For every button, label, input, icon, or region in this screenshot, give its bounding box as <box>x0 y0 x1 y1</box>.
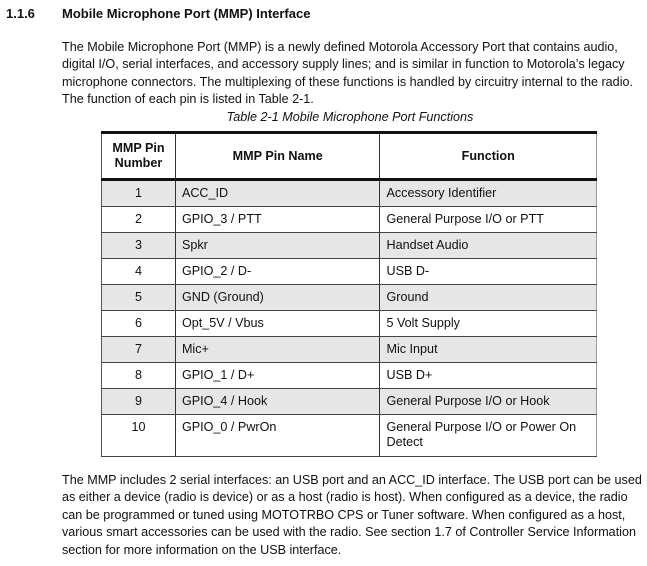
pin-name: ACC_ID <box>175 180 380 207</box>
pin-function: General Purpose I/O or Hook <box>380 389 597 415</box>
pin-number: 2 <box>102 207 176 233</box>
pin-functions-table <box>101 131 597 457</box>
table-row <box>102 389 597 415</box>
table-row <box>102 180 597 207</box>
pin-function: USB D+ <box>380 363 597 389</box>
pin-number: 1 <box>102 180 176 207</box>
pin-number: 4 <box>102 259 176 285</box>
pin-number: 5 <box>102 285 176 311</box>
table-row <box>102 337 597 363</box>
pin-function: Mic Input <box>380 337 597 363</box>
pin-name: GPIO_4 / Hook <box>175 389 380 415</box>
table-row <box>102 259 597 285</box>
pin-number: 6 <box>102 311 176 337</box>
pin-function: General Purpose I/O or Power On Detect <box>380 415 597 457</box>
pin-name: GPIO_0 / PwrOn <box>175 415 380 457</box>
pin-number: 9 <box>102 389 176 415</box>
header-pin-name: MMP Pin Name <box>175 133 380 180</box>
pin-name: Opt_5V / Vbus <box>175 311 380 337</box>
table-row <box>102 363 597 389</box>
pin-name: GPIO_1 / D+ <box>175 363 380 389</box>
pin-function: Handset Audio <box>380 233 597 259</box>
pin-function: Ground <box>380 285 597 311</box>
pin-name: GND (Ground) <box>175 285 380 311</box>
pin-name: Spkr <box>175 233 380 259</box>
pin-name: Mic+ <box>175 337 380 363</box>
pin-function: USB D- <box>380 259 597 285</box>
table-row <box>102 233 597 259</box>
pin-number: 3 <box>102 233 176 259</box>
closing-paragraph: The MMP includes 2 serial interfaces: an USB port and an ACC_ID interface. The USB port can be used as either a device (radio is device) or as a host (radio is host). When configured as a device, the radio can be programmed or tuned using MOTOTRBO CPS or Tuner software. When configured as a host, various smart accessories can be used with the radio. See section 1.7 of Controller Service Information section for more information on the USB interface. <box>62 473 642 557</box>
pin-number: 7 <box>102 337 176 363</box>
pin-function: Accessory Identifier <box>380 180 597 207</box>
header-function: Function <box>380 133 597 180</box>
pin-function: General Purpose I/O or PTT <box>380 207 597 233</box>
table-row <box>102 311 597 337</box>
pin-name: GPIO_3 / PTT <box>175 207 380 233</box>
table-caption: Table 2-1 Mobile Microphone Port Functions <box>226 110 474 124</box>
section-number: 1.1.6 <box>6 6 35 21</box>
header-pin-number <box>102 133 176 180</box>
table-row <box>102 415 597 457</box>
pin-name: GPIO_2 / D- <box>175 259 380 285</box>
pin-function: 5 Volt Supply <box>380 311 597 337</box>
table-header-row <box>102 133 597 180</box>
header-pin-number-line2: Number <box>114 156 163 170</box>
header-pin-number-line1: MMP Pin <box>112 141 165 155</box>
section-title: Mobile Microphone Port (MMP) Interface <box>62 6 311 21</box>
table-row <box>102 285 597 311</box>
pin-number: 10 <box>102 415 176 457</box>
intro-paragraph: The Mobile Microphone Port (MMP) is a newly defined Motorola Accessory Port that contains audio, digital I/O, serial interfaces, and accessory supply lines; and is similar in function to Motorola’s legacy microphone connectors. The multiplexing of these functions is handled by circuitry internal to the radio. The function of each pin is listed in Table 2-1. <box>62 40 633 107</box>
pin-number: 8 <box>102 363 176 389</box>
table-row <box>102 207 597 233</box>
